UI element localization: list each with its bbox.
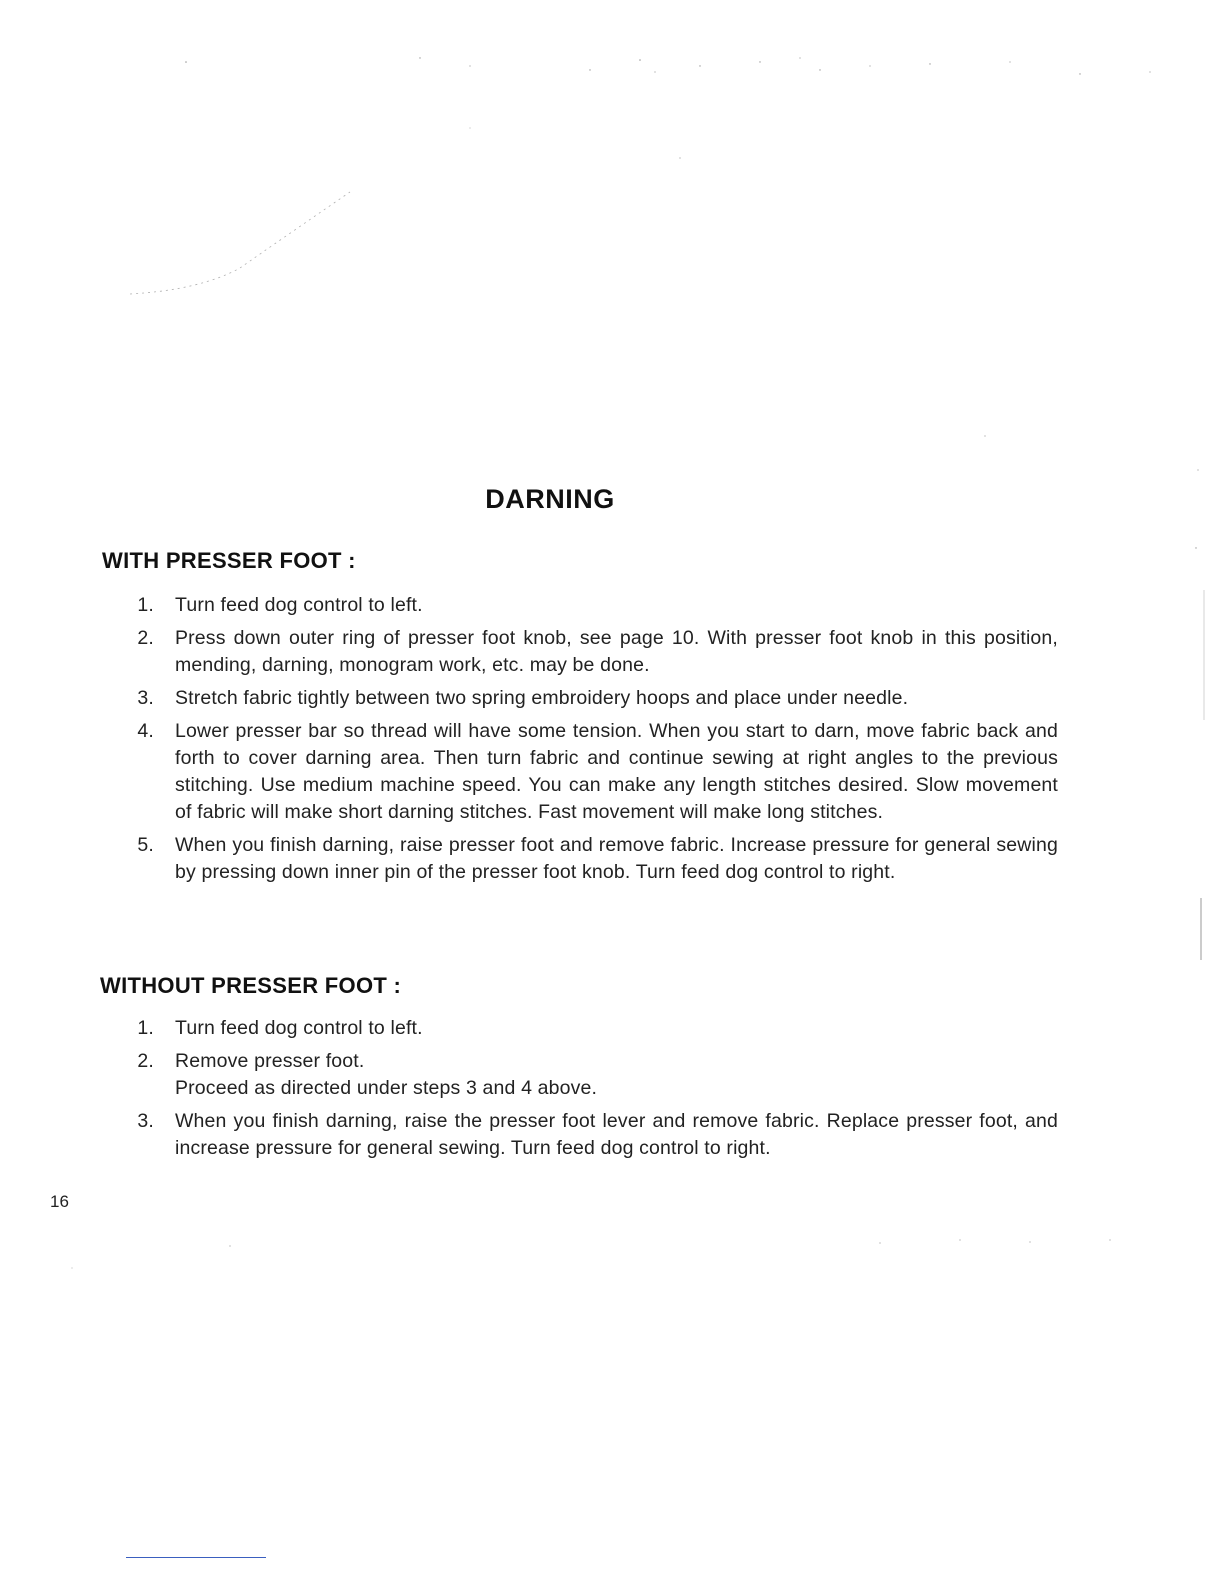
step-text: When you finish darning, raise presser foot and remove fabric. Increase pressure for general sewing by pressing down inner pin of the presser foot knob. Turn feed dog control to right. <box>175 834 1058 883</box>
steps-list-with-presser-foot <box>130 592 1058 892</box>
step-number: 2. <box>137 627 154 649</box>
section-heading-with-presser-foot: WITH PRESSER FOOT : <box>102 548 356 573</box>
step-subtext: Proceed as directed under steps 3 and 4 above. <box>175 1077 598 1099</box>
list-item <box>130 1015 1058 1042</box>
step-number: 1. <box>137 1017 154 1039</box>
step-text: Turn feed dog control to left. <box>175 594 423 616</box>
list-item <box>130 625 1058 679</box>
step-number: 5. <box>137 834 154 856</box>
list-item <box>130 592 1058 619</box>
step-text: Turn feed dog control to left. <box>175 1017 423 1039</box>
section-heading-without-presser-foot: WITHOUT PRESSER FOOT : <box>100 973 402 998</box>
step-text: Remove presser foot. <box>175 1050 365 1072</box>
step-text: Press down outer ring of presser foot knob, see page 10. With presser foot knob in this position, mending, darning, monogram work, etc. may be done. <box>175 627 1058 676</box>
step-number: 3. <box>137 687 154 709</box>
step-number: 3. <box>137 1110 154 1132</box>
step-text: When you finish darning, raise the presser foot lever and remove fabric. Replace presser foot, and increase pressure for general sewing. Turn feed dog control to right. <box>175 1110 1058 1159</box>
steps-list-without-presser-foot <box>130 1015 1058 1168</box>
step-number: 1. <box>137 594 154 616</box>
step-number: 2. <box>137 1050 154 1072</box>
list-item <box>130 718 1058 826</box>
list-item <box>130 1048 1058 1102</box>
step-number: 4. <box>137 720 154 742</box>
list-item <box>130 832 1058 886</box>
list-item <box>130 685 1058 712</box>
page-number: 16 <box>50 1192 69 1211</box>
page-title: DARNING <box>485 484 615 514</box>
scan-edge-line <box>126 1557 266 1558</box>
step-text: Stretch fabric tightly between two spring embroidery hoops and place under needle. <box>175 687 909 709</box>
step-text: Lower presser bar so thread will have some tension. When you start to darn, move fabric back and forth to cover darning area. Then turn fabric and continue sewing at right angles to the previous stitching. Use medium machine speed. You can make any length stitches desired. Slow movement of fabric will make short darning stitches. Fast movement will make long stitches. <box>175 720 1058 823</box>
list-item <box>130 1108 1058 1162</box>
